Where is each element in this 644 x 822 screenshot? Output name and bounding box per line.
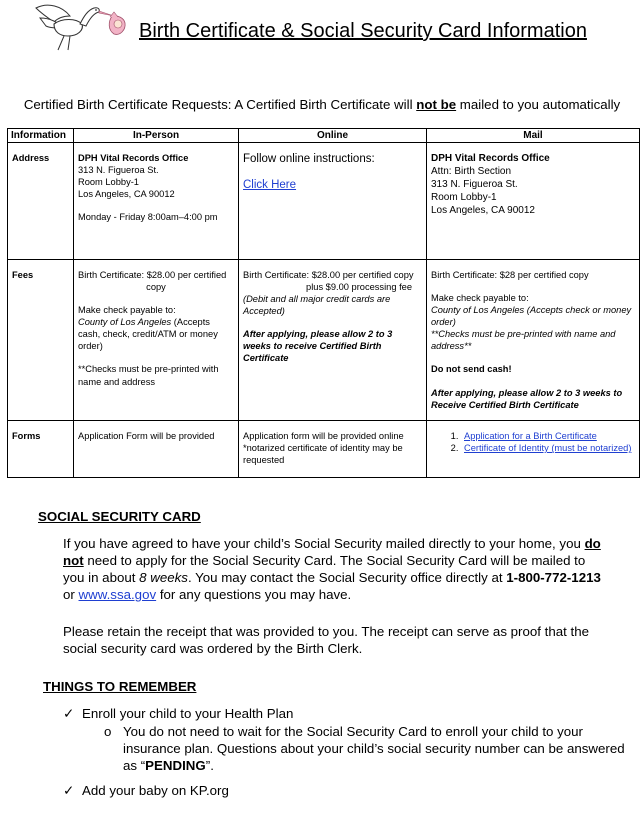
remember-heading: THINGS TO REMEMBER	[43, 679, 197, 694]
ssc-heading: SOCIAL SECURITY CARD	[38, 509, 201, 524]
circle-bullet-icon: o	[104, 724, 112, 739]
ssc-paragraph-2: Please retain the receipt that was provided to you. The receipt can serve as proof that the social security card was ordered by the Birth Clerk.	[63, 624, 590, 656]
row-label: Address	[8, 143, 74, 260]
in-person-forms-cell: Application Form will be provided	[74, 421, 239, 478]
in-person-address-cell: DPH Vital Records Office 313 N. Figueroa St. Room Lobby-1 Los Angeles, CA 90012 Monday - Friday 8:00am–4:00 pm	[74, 143, 239, 260]
table-row-fees	[8, 260, 640, 421]
mail-fees-cell: Birth Certificate: $28 per certified copy Make check payable to: County of Los Angeles (Accepts check or money order) **Checks must be pre-printed with name and address** Do not send cash! After applying, please allow 2 to 3 weeks to Receive Certified Birth Certificate	[427, 260, 640, 421]
column-header: In-Person	[74, 129, 239, 143]
intro-emphasis: not be	[416, 97, 457, 112]
stork-logo-icon	[28, 0, 128, 52]
table-row-forms	[8, 421, 640, 478]
mail-address-cell: DPH Vital Records Office Attn: Birth Section 313 N. Figueroa St. Room Lobby-1 Los Angeles, CA 90012	[427, 143, 640, 260]
checkmark-icon: ✓	[63, 706, 75, 721]
online-fees-cell: Birth Certificate: $28.00 per certified copy plus $9.00 processing fee (Debit and all major credit cards are Accepted) After applying, please allow 2 to 3 weeks to receive Certified Birth Certificate	[239, 260, 427, 421]
mail-forms-cell	[427, 421, 640, 478]
application-link[interactable]: Application for a Birth Certificate	[464, 431, 597, 441]
page-title: Birth Certificate & Social Security Card Information	[139, 20, 587, 42]
remember-subitem-1: You do not need to wait for the Social Security Card to enroll your child to your insurance plan. Questions about your child’s social security number can be answered as “PENDING”.	[123, 724, 625, 773]
ssa-website-link[interactable]: www.ssa.gov	[78, 587, 157, 602]
certificate-of-identity-link[interactable]: Certificate of Identity (must be notarized)	[464, 443, 632, 454]
table-header-row	[8, 129, 640, 143]
column-header: Mail	[427, 129, 640, 143]
column-header: Online	[239, 129, 427, 143]
info-table	[7, 128, 640, 478]
online-forms-cell: Application form will be provided online *notarized certificate of identity may be requested	[239, 421, 427, 478]
remember-item-1: Enroll your child to your Health Plan	[82, 706, 294, 721]
table-row-address	[8, 143, 640, 260]
checkmark-icon: ✓	[63, 783, 75, 798]
ssc-paragraph-1: If you have agreed to have your child’s Social Security mailed directly to your home, you do not need to apply for the Social Security Card. The Social Security Card will be mailed to you in about 8 weeks. You may contact the Social Security office directly at 1-800-772-1213 or www.ssa.gov for any questions you may have.	[63, 536, 601, 602]
column-header: Information	[8, 129, 74, 143]
click-here-link[interactable]: Click Here	[243, 178, 297, 191]
ssa-phone: 1-800-772-1213	[506, 570, 601, 585]
office-hours: Monday - Friday 8:00am–4:00 pm	[78, 212, 218, 223]
remember-item-2: Add your baby on KP.org	[82, 783, 229, 798]
row-label: Forms	[8, 421, 74, 478]
row-label: Fees	[8, 260, 74, 421]
in-person-fees-cell: Birth Certificate: $28.00 per certified copy Make check payable to: County of Los Angeles (Accepts cash, check, credit/ATM or money order) **Checks must be pre-printed with name and address	[74, 260, 239, 421]
intro-text: Certified Birth Certificate Requests: A Certified Birth Certificate will not be mailed to you automatically	[23, 97, 621, 112]
online-address-cell: Follow online instructions: Click Here	[239, 143, 427, 260]
